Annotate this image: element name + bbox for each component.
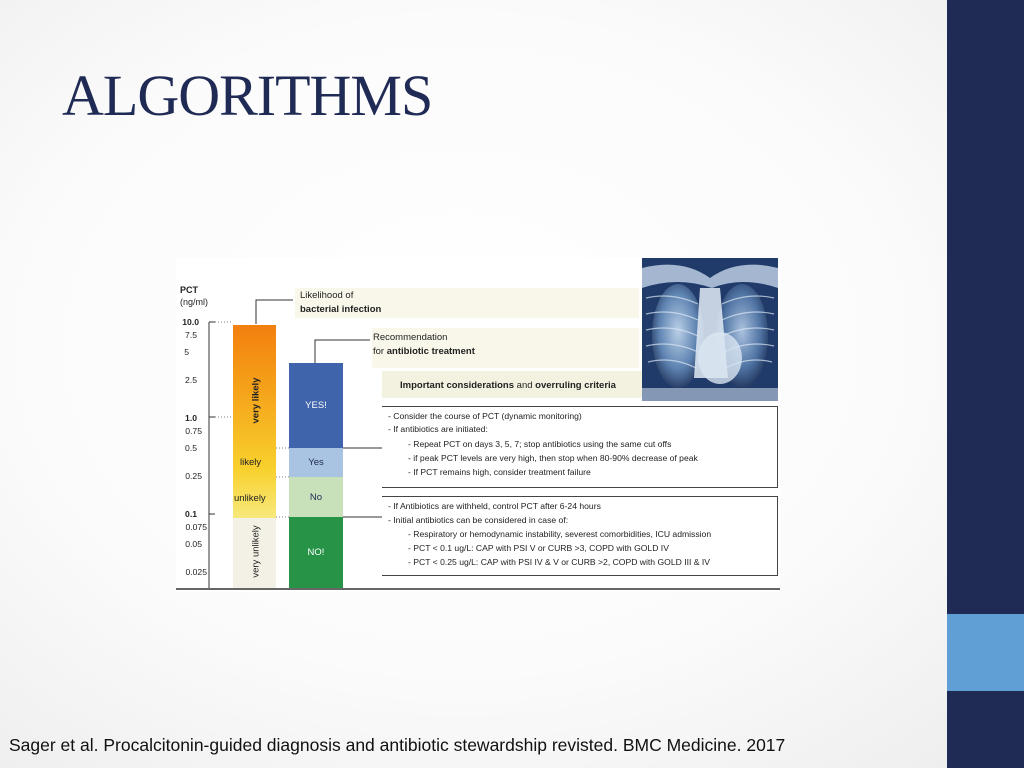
tick-label: 0.5	[185, 443, 197, 453]
recommendation-segment-no: No	[289, 477, 343, 517]
tick-label: 5	[184, 347, 189, 357]
sidebar-accent-block	[947, 614, 1024, 691]
consideration-line: - Repeat PCT on days 3, 5, 7; stop antibiotics using the same cut offs	[408, 439, 672, 449]
likelihood-label-very-unlikely: very unlikely	[250, 525, 262, 578]
likelihood-header-line1: Likelihood of	[300, 290, 354, 301]
consideration-line: - Respiratory or hemodynamic instability, severest comorbidities, ICU admission	[408, 529, 712, 539]
consideration-line: - PCT < 0.1 ug/L: CAP with PSI V or CURB >3, COPD with GOLD IV	[408, 543, 669, 553]
consideration-line: - If PCT remains high, consider treatment failure	[408, 467, 591, 477]
consideration-line: - If Antibiotics are withheld, control PCT after 6-24 hours	[388, 501, 601, 511]
consideration-line: - PCT < 0.25 ug/L: CAP with PSI IV & V or CURB >2, COPD with GOLD III & IV	[408, 557, 711, 567]
recommendation-segment-yes-strong: YES!	[289, 363, 343, 448]
likelihood-header-line2: bacterial infection	[300, 304, 382, 315]
tick-label: 0.25	[185, 471, 202, 481]
likelihood-label-very-likely: very likely	[250, 377, 262, 424]
consideration-line: - Initial antibiotics can be considered in case of:	[388, 515, 569, 525]
axis-title-unit: (ng/ml)	[180, 297, 209, 307]
tick-label: 0.075	[185, 522, 207, 532]
tick-label: 0.05	[185, 539, 202, 549]
consideration-line: - If antibiotics are initiated:	[388, 424, 488, 434]
slide-title: ALGORITHMS	[62, 63, 433, 128]
tick-label: 2.5	[185, 375, 197, 385]
recommendation-segment-yes: Yes	[289, 448, 343, 477]
likelihood-label-likely: likely	[240, 457, 262, 468]
tick-label: 7.5	[185, 330, 197, 340]
tick-label: 10.0	[182, 317, 199, 327]
recommendation-header-line1: Recommendation	[373, 332, 448, 343]
considerations-box-antibiotics-initiated	[382, 406, 778, 488]
consideration-line: - if peak PCT levels are very high, then stop when 80-90% decrease of peak	[408, 453, 698, 463]
axis-title-pct: PCT	[180, 285, 198, 295]
tick-label: 0.75	[185, 426, 202, 436]
tick-label: 0.025	[185, 567, 207, 577]
tick-label: 1.0	[185, 413, 197, 423]
chest-xray-image	[642, 258, 778, 401]
recommendation-header-line2: for antibiotic treatment	[373, 346, 475, 357]
consideration-line: - Consider the course of PCT (dynamic monitoring)	[388, 411, 582, 421]
likelihood-label-unlikely: unlikely	[234, 493, 266, 504]
citation: Sager et al. Procalcitonin-guided diagnosis and antibiotic stewardship revisted. BMC Medicine. 2017	[9, 735, 786, 755]
considerations-box-antibiotics-withheld	[382, 496, 778, 576]
recommendation-segment-no-strong: NO!	[289, 517, 343, 588]
considerations-header: Important considerations and overruling criteria	[400, 380, 616, 391]
tick-label: 0.1	[185, 509, 197, 519]
